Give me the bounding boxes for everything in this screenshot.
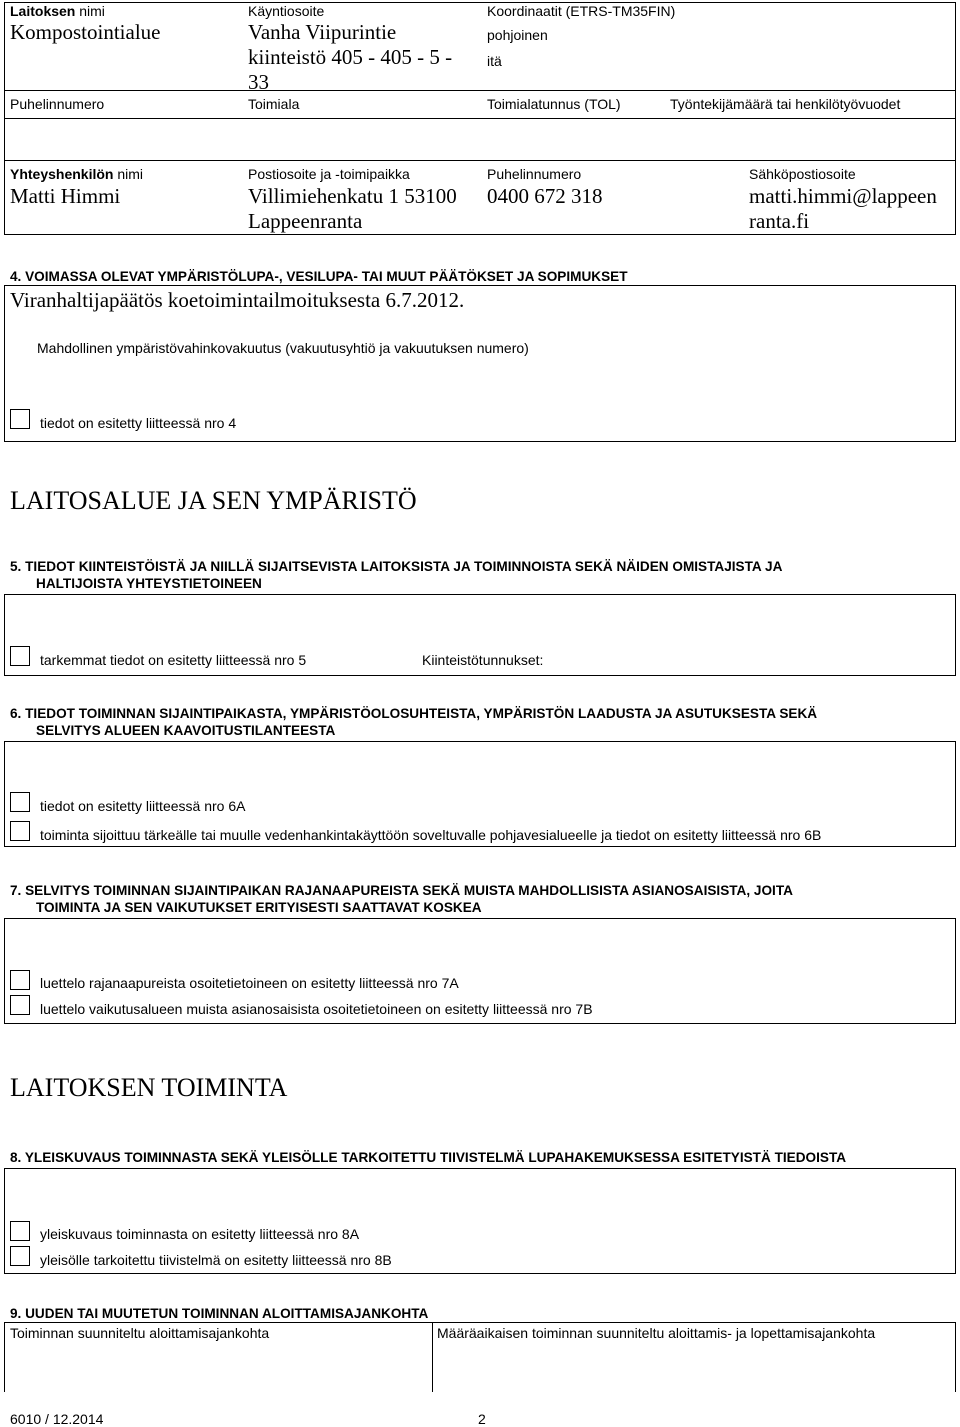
section-9-col2-label: Määräaikaisen toiminnan suunniteltu aloittamis- ja lopettamisajankohta — [437, 1325, 876, 1341]
sahkoposti-value-line1: matti.himmi@lappeen — [749, 184, 937, 208]
section-4-checkbox[interactable] — [10, 409, 30, 429]
section-9-right-rule — [955, 1322, 956, 1392]
sahkoposti-label: Sähköpostiosoite — [749, 166, 856, 182]
section-7-heading-line1: 7. SELVITYS TOIMINNAN SIJAINTIPAIKAN RAJANAAPUREISTA SEKÄ MUISTA MAHDOLLISISTA ASIANOSAISISTA, JOITA — [10, 883, 793, 898]
section-9-top-rule — [4, 1322, 956, 1323]
section-title-laitoksen-toiminta: LAITOKSEN TOIMINTA — [10, 1073, 288, 1102]
puhelin-label: Puhelinnumero — [487, 166, 582, 182]
section-7-checkbox-1[interactable] — [10, 970, 30, 990]
kayntiosoite-value-line3: 33 — [248, 70, 269, 94]
toimialatunnus-label: Toimialatunnus (TOL) — [487, 96, 621, 112]
section-6-heading-line2: SELVITYS ALUEEN KAAVOITUSTILANTEESTA — [36, 723, 336, 738]
laitos-name-value: Kompostointialue — [10, 20, 161, 44]
header-row-divider-1 — [4, 90, 956, 91]
section-8-checkbox-2-label: yleisölle tarkoitettu tiivistelmä on esitetty liitteessä nro 8B — [40, 1252, 392, 1268]
section-7-checkbox-2-label: luettelo vaikutusalueen muista asianosaisista osoitetietoineen on esitetty liitteessä nro 7B — [40, 1001, 593, 1017]
section-8-checkbox-1-label: yleiskuvaus toiminnasta on esitetty liitteessä nro 8A — [40, 1226, 360, 1242]
toimiala-label: Toimiala — [248, 96, 300, 112]
section-9-left-rule — [4, 1322, 5, 1392]
postiosoite-value-line2: Lappeenranta — [248, 209, 363, 233]
yhteyshenkilo-value: Matti Himmi — [10, 184, 121, 208]
section-7-heading-line2: TOIMINTA JA SEN VAIKUTUKSET ERITYISESTI SAATTAVAT KOSKEA — [36, 900, 482, 915]
tyontekijamaara-label: Työntekijämäärä tai henkilötyövuodet — [670, 96, 901, 112]
section-title-laitosalue: LAITOSALUE JA SEN YMPÄRISTÖ — [10, 486, 417, 515]
section-5-heading-line1: 5. TIEDOT KIINTEISTÖISTÄ JA NIILLÄ SIJAITSEVISTA LAITOKSISTA JA TOIMINNOISTA SEKÄ NÄIDEN OMISTAJISTA JA — [10, 559, 783, 574]
section-9-heading: 9. UUDEN TAI MUUTETUN TOIMINNAN ALOITTAMISAJANKOHTA — [10, 1306, 429, 1321]
header-row-divider-2 — [4, 118, 956, 119]
ita-label: itä — [487, 53, 502, 69]
section-9-middle-rule — [432, 1322, 433, 1392]
postiosoite-label: Postiosoite ja -toimipaikka — [248, 166, 410, 182]
section-7-checkbox-2[interactable] — [10, 995, 30, 1015]
section-9-col1-label: Toiminnan suunniteltu aloittamisajankohta — [10, 1325, 270, 1341]
sahkoposti-value-line2: ranta.fi — [749, 209, 810, 233]
page-number: 2 — [478, 1411, 486, 1427]
section-5-heading-line2: HALTIJOISTA YHTEYSTIETOINEEN — [36, 576, 262, 591]
section-8-checkbox-2[interactable] — [10, 1246, 30, 1266]
kayntiosoite-value-line1: Vanha Viipurintie — [248, 20, 397, 44]
section-4-checkbox-label: tiedot on esitetty liitteessä nro 4 — [40, 415, 237, 431]
section-6-heading-line1: 6. TIEDOT TOIMINNAN SIJAINTIPAIKASTA, YMPÄRISTÖOLOSUHTEISTA, YMPÄRISTÖN LAADUSTA JA ASUTUKSESTA SEKÄ — [10, 706, 818, 721]
section-5-checkbox[interactable] — [10, 646, 30, 666]
section-6-checkbox-1-label: tiedot on esitetty liitteessä nro 6A — [40, 798, 246, 814]
yhteyshenkilo-label: Yhteyshenkilön nimi — [10, 166, 144, 182]
section-6-checkbox-2[interactable] — [10, 821, 30, 841]
form-code: 6010 / 12.2014 — [10, 1411, 104, 1427]
section-8-checkbox-1[interactable] — [10, 1221, 30, 1241]
section-6-checkbox-1[interactable] — [10, 792, 30, 812]
kayntiosoite-label: Käyntiosoite — [248, 3, 325, 19]
postiosoite-value-line1: Villimiehenkatu 1 53100 — [248, 184, 457, 208]
insurance-label: Mahdollinen ympäristövahinkovakuutus (vakuutusyhtiö ja vakuutuksen numero) — [37, 340, 529, 356]
koordinaatit-label: Koordinaatit (ETRS-TM35FIN) — [487, 3, 676, 19]
puhelinnumero-label: Puhelinnumero — [10, 96, 105, 112]
laitos-name-label: Laitoksen nimi — [10, 3, 105, 19]
section-8-heading: 8. YLEISKUVAUS TOIMINNASTA SEKÄ YLEISÖLLE TARKOITETTU TIIVISTELMÄ LUPAHAKEMUKSESSA ESITETYISTÄ TIEDOISTA — [10, 1150, 847, 1165]
pohjoinen-label: pohjoinen — [487, 27, 548, 43]
section-5-checkbox-label: tarkemmat tiedot on esitetty liitteessä nro 5 — [40, 652, 307, 668]
section-7-checkbox-1-label: luettelo rajanaapureista osoitetietoineen on esitetty liitteessä nro 7A — [40, 975, 459, 991]
kiinteistotunnukset-label: Kiinteistötunnukset: — [422, 652, 544, 668]
header-row-divider-3 — [4, 160, 956, 161]
puhelin-value: 0400 672 318 — [487, 184, 603, 208]
section-4-value: Viranhaltijapäätös koetoimintailmoituksesta 6.7.2012. — [10, 288, 465, 312]
section-4-heading: 4. VOIMASSA OLEVAT YMPÄRISTÖLUPA-, VESILUPA- TAI MUUT PÄÄTÖKSET JA SOPIMUKSET — [10, 269, 628, 284]
kayntiosoite-value-line2: kiinteistö 405 - 405 - 5 - — [248, 45, 453, 69]
section-6-checkbox-2-label: toiminta sijoittuu tärkeälle tai muulle vedenhankintakäyttöön soveltuvalle pohjavesialueelle ja tiedot on esitetty liitteessä nro 6B — [40, 827, 822, 843]
